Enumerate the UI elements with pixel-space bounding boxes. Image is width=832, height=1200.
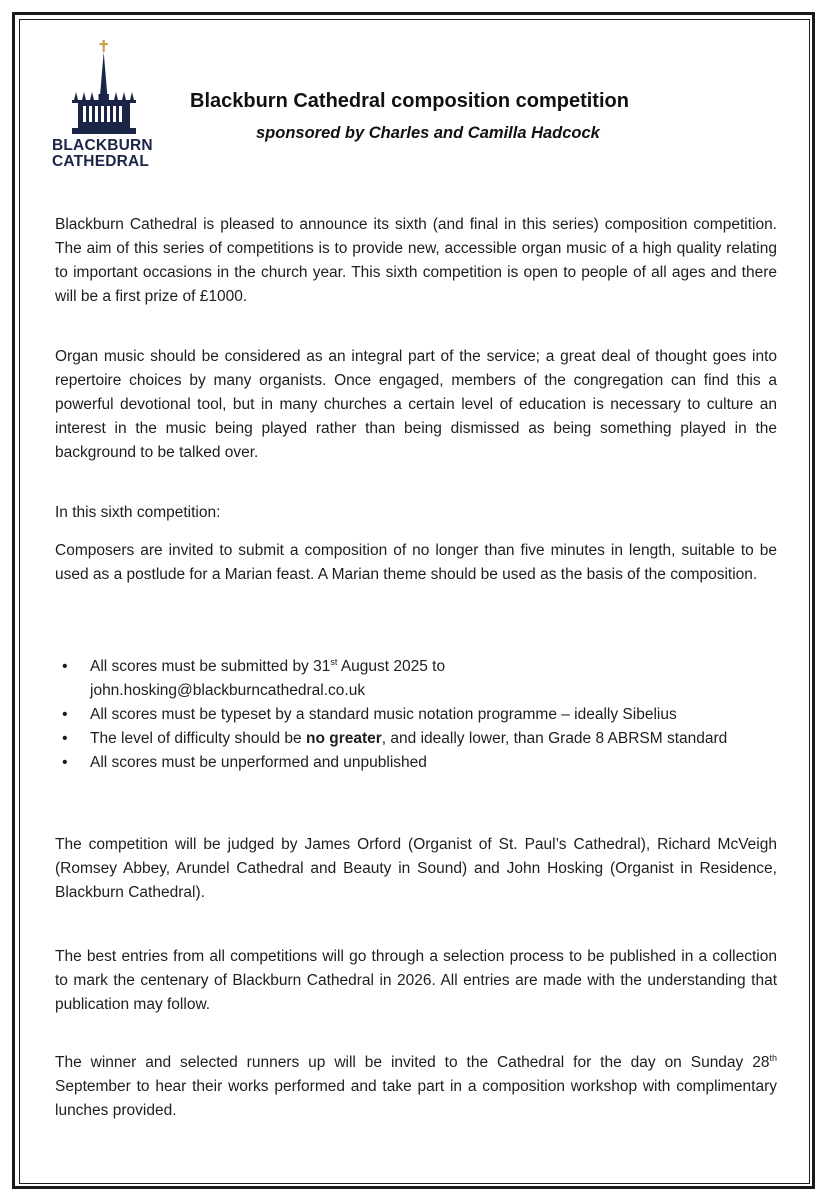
rules-list bbox=[55, 655, 777, 775]
typeset-text: All scores must be typeset by a standard music notation programme – ideally Sibelius bbox=[90, 706, 677, 723]
page-title: Blackburn Cathedral composition competition bbox=[190, 90, 629, 112]
brief-paragraph: Composers are invited to submit a composition of no longer than five minutes in length, suitable to be used as a postlude for a Marian feast. A Marian theme should be used as the basis of the composition. bbox=[55, 542, 777, 583]
publication-paragraph: The best entries from all competitions will go through a selection process to be published in a collection to mark the centenary of Blackburn Cathedral in 2026. All entries are made with the understanding that publication may follow. bbox=[55, 948, 777, 1013]
winner-text: The winner and selected runners up will be invited to the Cathedral for the day on Sunday 28 bbox=[55, 1054, 770, 1071]
difficulty-text: The level of difficulty should be bbox=[90, 730, 306, 747]
organ-music-paragraph: Organ music should be considered as an integral part of the service; a great deal of thought goes into repertoire choices by many organists. Once engaged, members of the congregation can find this a powerful devotional tool, but in many churches a certain level of education is necessary to culture an interest in the music being played rather than being dismissed as being something played in the background to be talked over. bbox=[55, 348, 777, 461]
winner-text-rest: September to hear their works performed and take part in a composition workshop with complimentary lunches provided. bbox=[55, 1078, 777, 1119]
difficulty-rest: , and ideally lower, than Grade 8 ABRSM standard bbox=[381, 730, 728, 747]
list-item bbox=[55, 727, 777, 751]
cathedral-logo bbox=[52, 38, 156, 178]
winner-ordinal: th bbox=[769, 1053, 777, 1063]
deadline-ordinal: st bbox=[330, 657, 338, 667]
deadline-month: August 2025 to bbox=[337, 658, 446, 675]
difficulty-emphasis: no greater bbox=[305, 730, 382, 747]
logo-wordmark bbox=[52, 138, 156, 170]
judges-paragraph: The competition will be judged by James Orford (Organist of St. Paul’s Cathedral), Richard McVeigh (Romsey Abbey, Arundel Cathedral and Beauty in Sound) and John Hosking (Organist in Residence, Blackburn Cathedral). bbox=[55, 836, 777, 901]
winner-paragraph bbox=[55, 1051, 777, 1123]
logo-line-1: BLACKBURN bbox=[52, 137, 153, 154]
page-subtitle: sponsored by Charles and Camilla Hadcock bbox=[256, 124, 600, 142]
intro-paragraph: Blackburn Cathedral is pleased to announce its sixth (and final in this series) composition competition. The aim of this series of competitions is to provide new, accessible organ music of a high quality relating to important occasions in the church year. This sixth competition is open to people of all ages and there will be a first prize of £1000. bbox=[55, 216, 777, 305]
unperformed-text: All scores must be unperformed and unpublished bbox=[90, 754, 427, 771]
list-item bbox=[55, 655, 777, 703]
submission-email: john.hosking@blackburncathedral.co.uk bbox=[90, 682, 366, 699]
logo-line-2: CATHEDRAL bbox=[52, 153, 150, 170]
list-item bbox=[55, 703, 777, 727]
list-item bbox=[55, 751, 777, 775]
sixth-competition-heading: In this sixth competition: bbox=[55, 504, 221, 521]
cathedral-tower-icon bbox=[66, 38, 142, 136]
deadline-text: All scores must be submitted by 31 bbox=[90, 658, 331, 675]
